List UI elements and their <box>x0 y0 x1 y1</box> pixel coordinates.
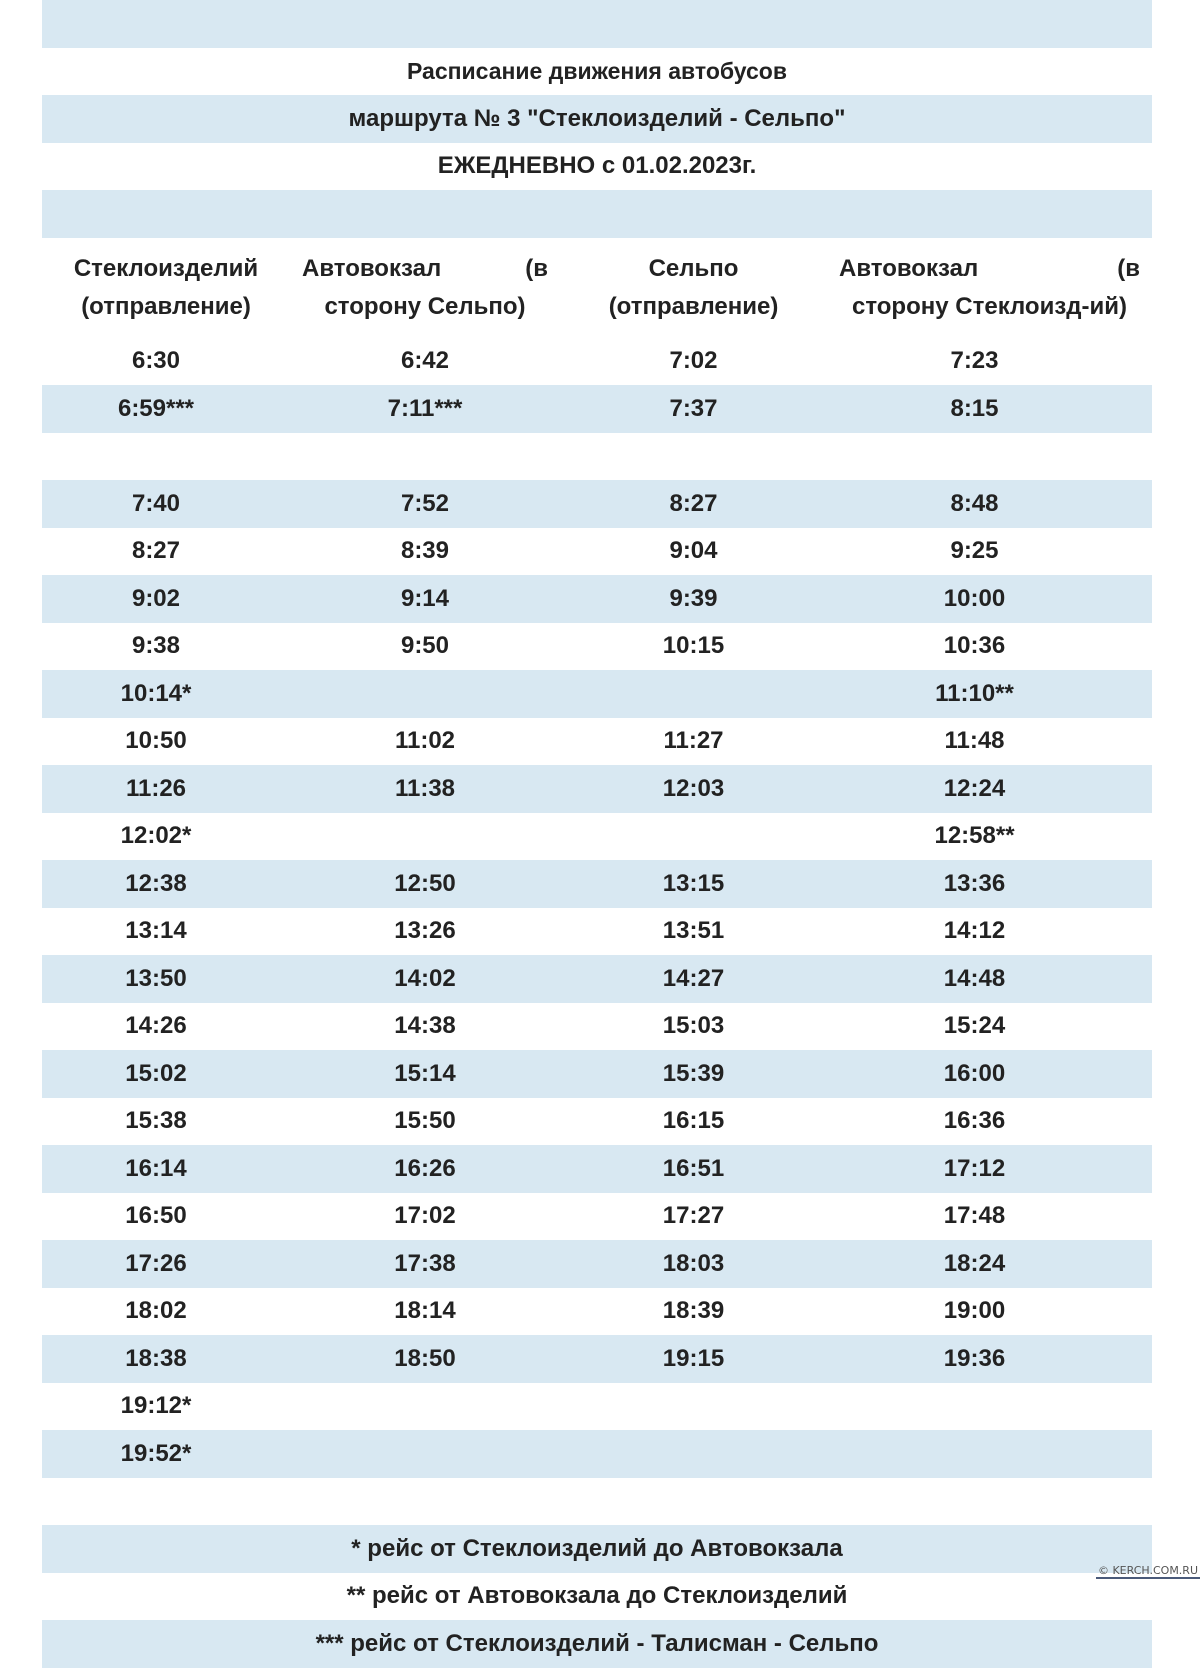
top-blank-band <box>42 0 1152 48</box>
table-row <box>42 528 1152 576</box>
table-row <box>42 1145 1152 1193</box>
table-cell: 10:14* <box>120 679 192 707</box>
table-cell: 18:24 <box>943 1249 1006 1277</box>
table-cell: 16:26 <box>394 1154 456 1182</box>
table-cell: 8:27 <box>669 489 718 517</box>
table-cell: 18:02 <box>125 1297 187 1325</box>
table-cell: 12:38 <box>125 869 187 897</box>
column-header-line: (отправление) <box>81 292 251 320</box>
table-cell: 11:10** <box>935 679 1014 707</box>
blank-band <box>42 190 1152 238</box>
table-row <box>42 1288 1152 1336</box>
table-row <box>42 480 1152 528</box>
table-cell: 18:39 <box>662 1297 725 1325</box>
table-cell: 17:02 <box>394 1202 456 1230</box>
table-cell: 18:03 <box>662 1249 725 1277</box>
table-cell: 9:04 <box>669 537 718 565</box>
table-cell: 9:02 <box>131 584 181 612</box>
table-cell: 12:03 <box>662 774 725 802</box>
validity-text: ЕЖЕДНЕВНО с 01.02.2023г. <box>437 152 757 180</box>
table-row <box>42 1240 1152 1288</box>
table-cell: 16:14 <box>125 1154 187 1182</box>
table-cell: 14:38 <box>394 1012 456 1040</box>
column-header-line: (в <box>1117 254 1140 282</box>
table-cell: 16:00 <box>943 1059 1006 1087</box>
table-row <box>42 908 1152 956</box>
table-cell: 18:38 <box>125 1344 187 1372</box>
table-cell: 8:39 <box>400 537 450 565</box>
table-cell: 17:27 <box>662 1202 725 1230</box>
table-cell: 9:50 <box>400 632 450 660</box>
table-cell: 8:15 <box>950 394 999 422</box>
table-cell: 11:38 <box>394 774 456 802</box>
column-header-line: Стеклоизделий <box>73 254 259 282</box>
table-cell: 14:26 <box>125 1012 187 1040</box>
table-cell: 7:11*** <box>387 394 463 422</box>
table-cell: 7:23 <box>950 347 999 375</box>
table-cell: 6:59*** <box>117 394 195 422</box>
table-row <box>42 860 1152 908</box>
table-cell: 14:02 <box>394 964 456 992</box>
table-cell: 13:36 <box>943 869 1006 897</box>
table-row <box>42 765 1152 813</box>
table-row <box>42 670 1152 718</box>
spacer <box>42 1478 1152 1526</box>
table-cell: 16:50 <box>125 1202 187 1230</box>
table-cell: 12:24 <box>943 774 1006 802</box>
table-cell: 15:39 <box>662 1059 725 1087</box>
table-cell: 19:00 <box>943 1297 1006 1325</box>
table-cell: 7:37 <box>669 394 718 422</box>
column-header-line: Сельпо <box>648 254 739 282</box>
table-cell: 15:50 <box>394 1107 456 1135</box>
table-row <box>42 338 1152 386</box>
column-header-line: Автовокзал <box>839 254 979 282</box>
table-cell: 13:15 <box>662 869 725 897</box>
table-cell: 15:38 <box>125 1107 187 1135</box>
table-cell: 18:50 <box>394 1344 456 1372</box>
table-row <box>42 1098 1152 1146</box>
table-cell: 9:14 <box>400 584 450 612</box>
table-cell: 10:50 <box>125 727 187 755</box>
table-cell: 12:58** <box>934 822 1015 850</box>
table-cell: 8:27 <box>131 537 181 565</box>
table-row <box>42 623 1152 671</box>
table-cell: 15:03 <box>662 1012 725 1040</box>
table-cell: 13:14 <box>125 917 187 945</box>
table-cell: 14:12 <box>943 917 1006 945</box>
table-row <box>42 955 1152 1003</box>
table-cell: 8:48 <box>950 489 999 517</box>
table-cell: 9:25 <box>950 537 999 565</box>
table-cell: 19:52* <box>120 1439 192 1467</box>
table-row <box>42 1383 1152 1431</box>
table-row <box>42 813 1152 861</box>
table-row <box>42 1193 1152 1241</box>
table-row <box>42 1050 1152 1098</box>
watermark-credit: © KERCH.COM.RU <box>1097 1564 1198 1577</box>
table-cell: 7:52 <box>400 489 450 517</box>
table-cell: 17:38 <box>394 1249 456 1277</box>
table-cell: 12:02* <box>120 822 192 850</box>
table-cell: 6:30 <box>131 347 181 375</box>
schedule-title: Расписание движения автобусов <box>407 57 787 84</box>
table-cell: 10:00 <box>943 584 1006 612</box>
table-row <box>42 1430 1152 1478</box>
table-cell: 15:02 <box>125 1059 187 1087</box>
footnote-2: ** рейс от Автовокзала до Стеклоизделий <box>346 1582 848 1610</box>
table-cell: 15:24 <box>943 1012 1006 1040</box>
table-cell: 11:26 <box>125 774 187 802</box>
column-header-avtovokzal-steklo <box>827 238 1152 338</box>
table-cell: 7:02 <box>669 347 718 375</box>
table-cell: 13:51 <box>662 917 725 945</box>
table-row <box>42 575 1152 623</box>
table-cell: 10:36 <box>943 632 1006 660</box>
table-cell: 16:15 <box>662 1107 725 1135</box>
table-cell: 9:39 <box>669 584 718 612</box>
column-header-selpo <box>560 238 827 338</box>
footnote-1: * рейс от Стеклоизделий до Автовокзала <box>42 1525 1152 1573</box>
table-cell: 6:42 <box>400 347 450 375</box>
column-header-line: сторону Стеклоизд-ий) <box>851 292 1127 320</box>
column-header-line: Автовокзал <box>302 254 442 282</box>
table-cell: 19:15 <box>662 1344 725 1372</box>
table-cell: 19:12* <box>120 1392 192 1420</box>
table-cell: 17:12 <box>943 1154 1006 1182</box>
table-row <box>42 385 1152 433</box>
timetable-body <box>42 338 1152 1478</box>
table-cell: 19:36 <box>943 1344 1006 1372</box>
column-header-line: (отправление) <box>608 292 779 320</box>
table-cell: 11:48 <box>944 727 1005 755</box>
table-cell: 11:27 <box>663 727 724 755</box>
table-cell: 11:02 <box>394 727 456 755</box>
table-row <box>42 1335 1152 1383</box>
table-row <box>42 718 1152 766</box>
column-header-avtovokzal-selpo <box>290 238 560 338</box>
column-header-steklo <box>42 238 290 338</box>
table-cell: 18:14 <box>394 1297 456 1325</box>
table-cell: 7:40 <box>131 489 181 517</box>
column-header-line: (в <box>525 254 548 282</box>
table-cell: 17:26 <box>125 1249 187 1277</box>
route-name: маршрута № 3 "Стеклоизделий - Сельпо" <box>42 95 1152 143</box>
table-cell: 17:48 <box>943 1202 1006 1230</box>
table-cell: 12:50 <box>394 869 456 897</box>
table-row <box>42 1003 1152 1051</box>
column-headers <box>42 238 1152 338</box>
table-cell: 10:15 <box>662 632 725 660</box>
table-cell: 13:26 <box>394 917 456 945</box>
table-cell: 14:48 <box>943 964 1006 992</box>
footnote-3: *** рейс от Стеклоизделий - Талисман - Сельпо <box>42 1620 1152 1668</box>
table-cell: 9:38 <box>131 632 181 660</box>
schedule-sheet <box>42 0 1152 1668</box>
table-cell: 13:50 <box>125 964 187 992</box>
table-cell: 14:27 <box>662 964 725 992</box>
table-cell: 16:51 <box>662 1154 725 1182</box>
table-cell: 15:14 <box>394 1059 456 1087</box>
table-cell: 16:36 <box>943 1107 1006 1135</box>
column-header-line: сторону Сельпо) <box>324 292 526 320</box>
table-row <box>42 433 1152 481</box>
